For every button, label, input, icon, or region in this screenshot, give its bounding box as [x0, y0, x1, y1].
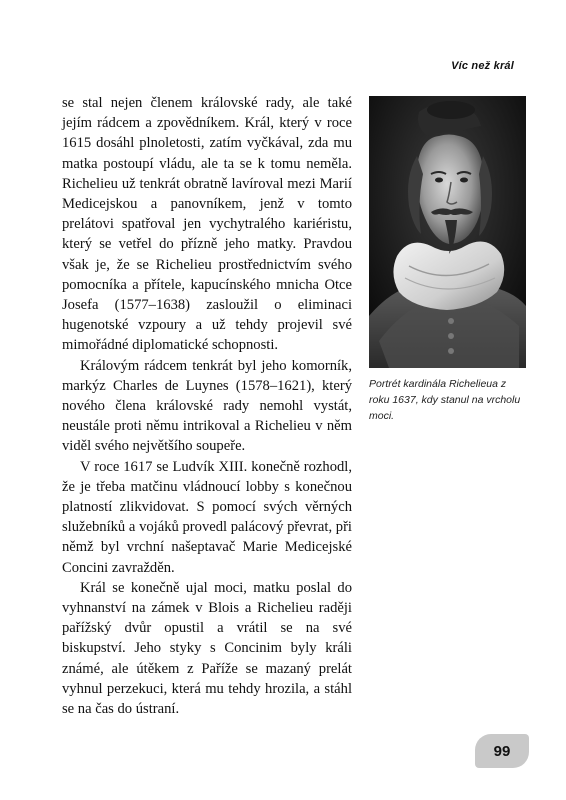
paragraph-2: Královým rádcem tenkrát byl jeho komorník, markýz Charles de Luynes (1578–1621), který nového člena královské rady nemohl vystát, neustále proti němu intrikoval a Richelieu v něm viděl svého největšího soupeře. [62, 357, 352, 455]
page-number: 99 [493, 742, 511, 760]
portrait-illustration [369, 96, 526, 368]
main-text-column [62, 93, 352, 719]
figure-caption: Portrét kardinála Richelieua z roku 1637, kdy stanul na vrcholu moci. [369, 378, 521, 422]
paragraph-3: V roce 1617 se Ludvík XIII. konečně rozhodl, že je třeba matčinu vládnoucí lobby s konečnou platností zlikvidovat. S pomocí svých věrných služebníků a vojáků provedl palácový převrat, při němž byl vrchní našeptavač Marie Medicejské Concini zavražděn. [62, 458, 352, 576]
page-number-badge [475, 734, 529, 768]
paragraph-1: se stal nejen členem královské rady, ale také jejím rádcem a zpovědníkem. Král, který v roce 1615 dosáhl plnoletosti, zatím vyčkával, zda mu matka postoupí vládu, ale ta se k tomu neměla. Richelieu už tenkrát obratně lavíroval mezi Marií Medicejskou a panovníkem, jenž v tomto prelátovi spatřoval jen vychytralého kariéristu, který se vetřel do přízně jeho matky. Pravdou však je, že se Richelieu prostřednictvím svého pomocníka a přítele, kapucínského mnicha Otce Josefa (1577–1638) zasloužil o eliminaci hugenotské vzpoury a už tehdy projevil své mimořádné diplomatické schopnosti. [62, 95, 352, 354]
cardinal-portrait-image [369, 96, 526, 368]
paragraph-4: Král se konečně ujal moci, matku poslal do vyhnanství na zámek v Blois a Richelieu raději pařížský dvůr opustil a vrátil se na své biskupství. Jeho styky s Concinim byly králi známé, ale útěkem z Paříže se mazaný prelát vyhnul perzekuci, která mu tehdy hrozila, a stáhl se na čas do ústraní. [62, 579, 352, 718]
running-head: Víc než král [451, 60, 514, 72]
